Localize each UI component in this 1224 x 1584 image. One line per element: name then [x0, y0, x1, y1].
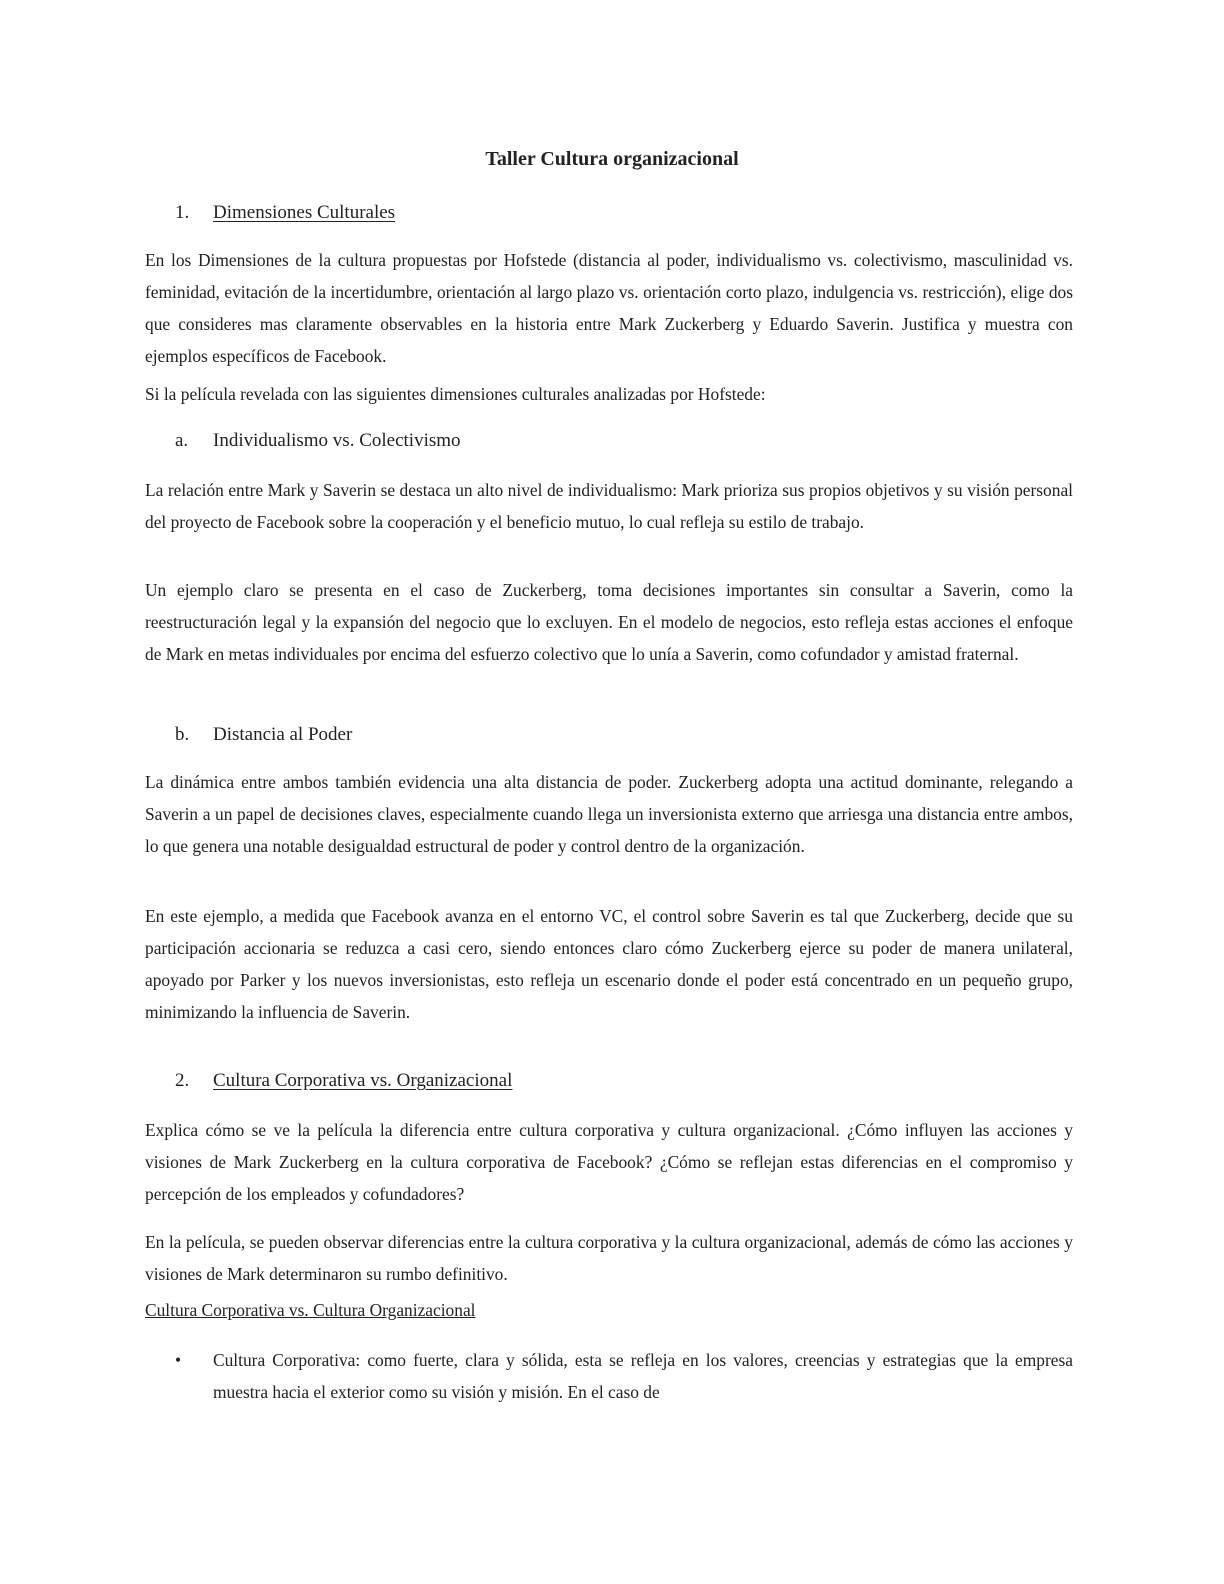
paragraph: En este ejemplo, a medida que Facebook avanza en el entorno VC, el control sobre Saverin es tal que Zuckerberg, decide que su participación accionaria se reduzca a casi cero, siendo entonces claro cómo Zuckerberg ejerce su poder de manera unilateral, apoyado por Parker y los nuevos inversionistas, esto refleja un escenario donde el poder está concentrado en un pequeño grupo, minimizando la influencia de Saverin. — [145, 906, 1073, 1022]
bullet-marker: • — [175, 1350, 182, 1370]
document-title: Taller Cultura organizacional — [485, 148, 739, 170]
paragraph: Explica cómo se ve la película la diferencia entre cultura corporativa y cultura organizacional. ¿Cómo influyen las acciones y visiones de Mark Zuckerberg en la cultura corporativa de Facebook? ¿Cómo se reflejan estas diferencias en el compromiso y percepción de los empleados y cofundadores? — [145, 1120, 1073, 1204]
section-number: 1. — [175, 202, 190, 223]
paragraph: La dinámica entre ambos también evidencia una alta distancia de poder. Zuckerberg adopta una actitud dominante, relegando a Saverin a un papel de decisiones claves, especialmente cuando llega un inversionista externo que arriesga una distancia entre ambos, lo que genera una notable desigualdad estructural de poder y control dentro de la organización. — [145, 772, 1073, 856]
list-item-text: Cultura Corporativa: como fuerte, clara y sólida, esta se refleja en los valores, creencias y estrategias que la empresa muestra hacia el exterior como su visión y misión. En el caso de — [213, 1350, 1073, 1402]
section-number: 2. — [175, 1070, 190, 1091]
section-1-heading — [175, 200, 395, 226]
paragraph: Si la película revelada con las siguientes dimensiones culturales analizadas por Hofstede: — [145, 384, 766, 404]
list-item — [145, 1344, 1073, 1408]
subsection-b-heading — [175, 722, 352, 748]
subsection-letter: b. — [175, 724, 190, 745]
subheading: Cultura Corporativa vs. Cultura Organizacional — [145, 1300, 476, 1320]
subsection-title: Distancia al Poder — [213, 724, 353, 745]
subsection-letter: a. — [175, 430, 189, 451]
paragraph: En la película, se pueden observar diferencias entre la cultura corporativa y la cultura organizacional, además de cómo las acciones y visiones de Mark determinaron su rumbo definitivo. — [145, 1232, 1073, 1284]
section-title: Dimensiones Culturales — [213, 202, 396, 223]
section-2-heading — [175, 1068, 512, 1094]
subsection-a-heading — [175, 428, 461, 454]
paragraph: En los Dimensiones de la cultura propuestas por Hofstede (distancia al poder, individualismo vs. colectivismo, masculinidad vs. feminidad, evitación de la incertidumbre, orientación al largo plazo vs. orientación corto plazo, indulgencia vs. restricción), elige dos que consideres mas claramente observables en la historia entre Mark Zuckerberg y Eduardo Saverin. Justifica y muestra con ejemplos específicos de Facebook. — [145, 250, 1073, 366]
section-title: Cultura Corporativa vs. Organizacional — [213, 1070, 513, 1091]
paragraph: La relación entre Mark y Saverin se destaca un alto nivel de individualismo: Mark prioriza sus propios objetivos y su visión personal del proyecto de Facebook sobre la cooperación y el beneficio mutuo, lo cual refleja su estilo de trabajo. — [145, 480, 1073, 532]
paragraph: Un ejemplo claro se presenta en el caso de Zuckerberg, toma decisiones importantes sin consultar a Saverin, como la reestructuración legal y la expansión del negocio que lo excluyen. En el modelo de negocios, esto refleja estas acciones el enfoque de Mark en metas individuales por encima del esfuerzo colectivo que lo unía a Saverin, como cofundador y amistad fraternal. — [145, 580, 1073, 664]
subsection-title: Individualismo vs. Colectivismo — [213, 430, 461, 451]
